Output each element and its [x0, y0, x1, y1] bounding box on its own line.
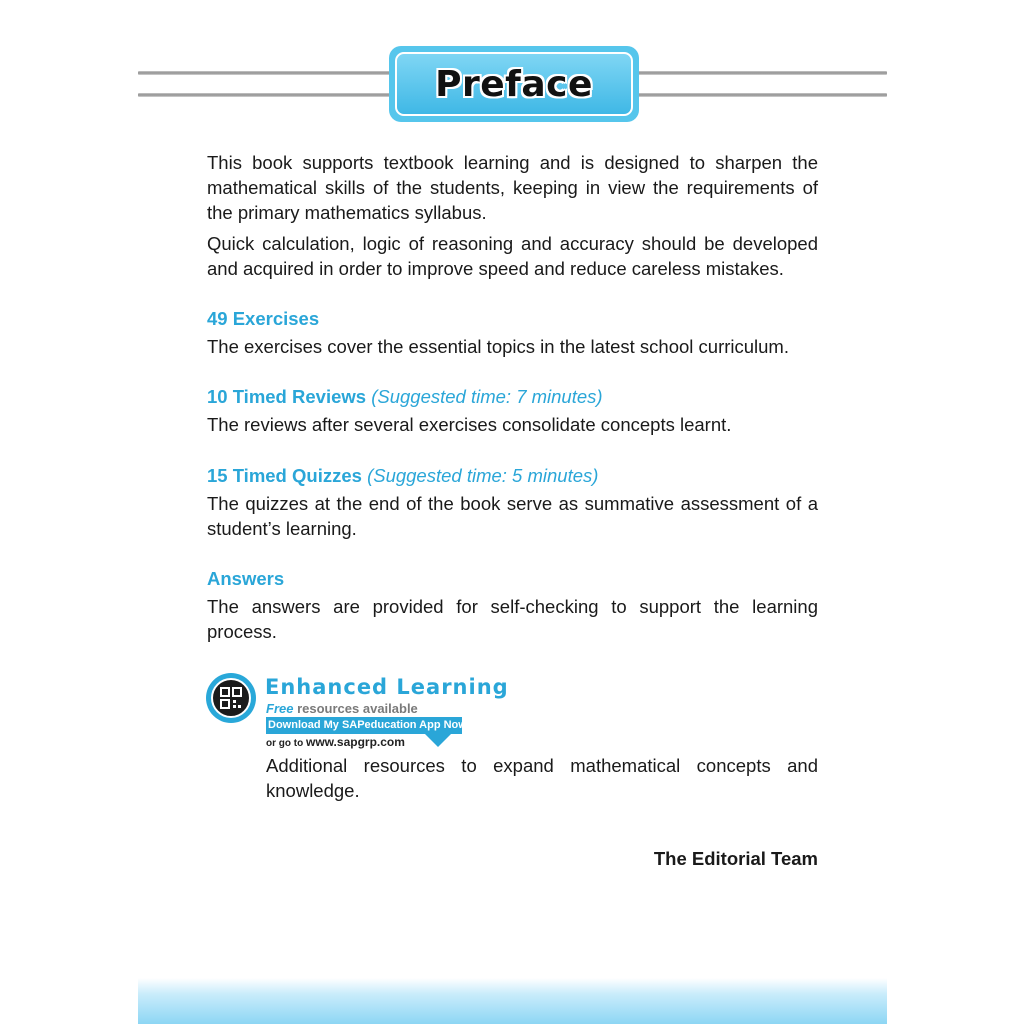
- header-rule: [634, 71, 887, 75]
- page-title: Preface: [435, 63, 593, 105]
- signature: The Editorial Team: [653, 848, 818, 869]
- section-body: The quizzes at the end of the book serve as summative assessment of a student’s learning.: [207, 493, 818, 539]
- section-exercises: [207, 306, 818, 359]
- free-resources-text: Free resources available: [266, 701, 418, 716]
- section-heading: 49 Exercises: [207, 308, 320, 329]
- footer-band: [138, 978, 887, 1024]
- section-heading: Answers: [207, 568, 285, 589]
- download-app-banner[interactable]: Download My SAPeducation App Now!: [266, 717, 462, 734]
- intro: [207, 231, 818, 281]
- title-box: [389, 46, 639, 122]
- qr-code-icon: [219, 686, 243, 710]
- website-link-text: or go to www.sapgrp.com: [266, 735, 405, 749]
- website-link[interactable]: www.sapgrp.com: [306, 735, 405, 749]
- enhanced-description: Additional resources to expand mathematical concepts and knowledge.: [266, 755, 818, 801]
- header-rule: [138, 93, 394, 97]
- section-quizzes: [207, 463, 818, 541]
- qr-code-icon: [211, 678, 251, 718]
- section-body: The answers are provided for self-checking to support the learning process.: [207, 596, 818, 642]
- intro-paragraph: Quick calculation, logic of reasoning and accuracy should be developed and acquired in order to improve speed and reduce careless mistakes.: [207, 233, 818, 279]
- section-heading: 10 Timed Reviews (Suggested time: 7 minutes): [207, 386, 603, 407]
- title-inner: [395, 52, 633, 116]
- suggested-time: (Suggested time: 5 minutes): [367, 465, 599, 486]
- section-reviews: [207, 384, 818, 437]
- intro: [207, 150, 818, 225]
- section-heading: 15 Timed Quizzes (Suggested time: 5 minutes): [207, 465, 599, 486]
- enhanced-learning-badge: [206, 673, 256, 723]
- section-body: The exercises cover the essential topics in the latest school curriculum.: [207, 336, 789, 357]
- header-rule: [138, 71, 394, 75]
- section-body: The reviews after several exercises consolidate concepts learnt.: [207, 414, 732, 435]
- header-rule: [634, 93, 887, 97]
- signature-block: [207, 846, 818, 871]
- enhanced-learning-title: Enhanced Learning: [265, 675, 509, 699]
- banner-arrow-icon: [424, 733, 452, 747]
- section-answers: [207, 566, 818, 644]
- suggested-time: (Suggested time: 7 minutes): [371, 386, 603, 407]
- intro-paragraph: This book supports textbook learning and is designed to sharpen the mathematical skills of the students, keeping in view the requirements of the primary mathematics syllabus.: [207, 152, 818, 223]
- enhanced-body: [266, 753, 818, 803]
